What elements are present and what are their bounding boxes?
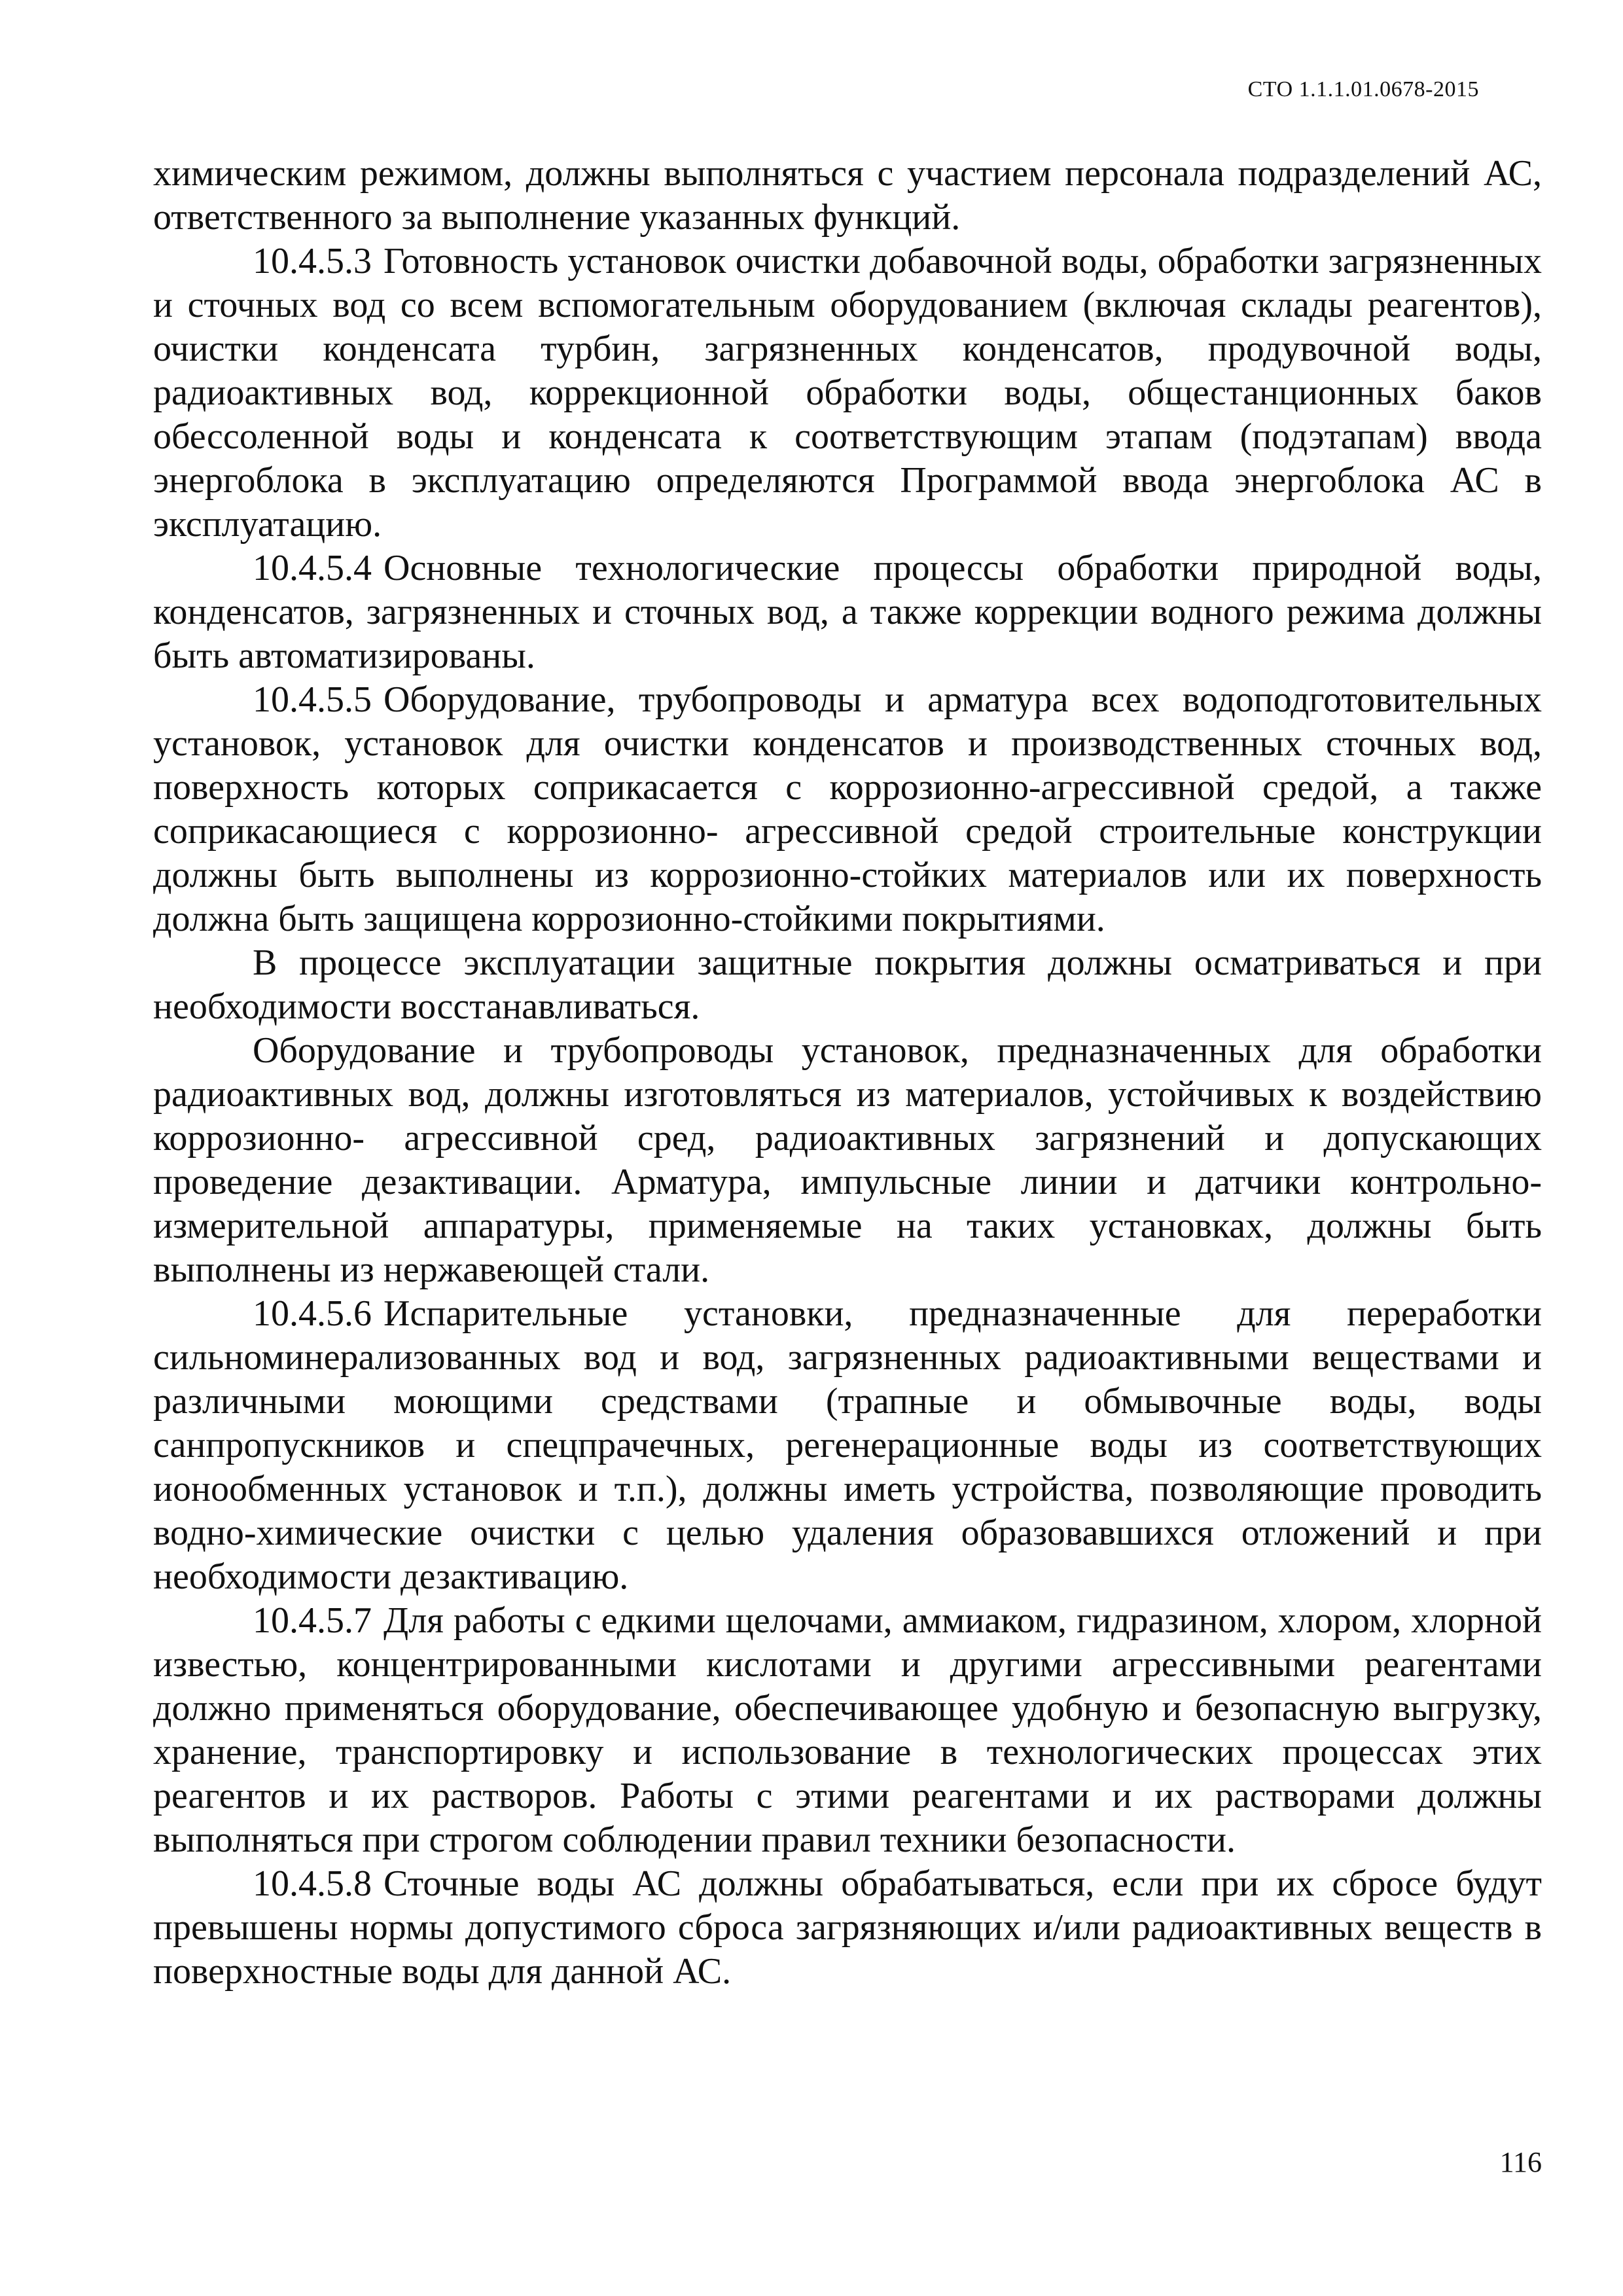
paragraph-text: Испарительные установки, предназначенные для переработки сильноминерализованных вод и вод, загрязненных радиоактивными веществами и различными моющими средствами (трапные и обмывочные воды, воды санпропускников и спецпрачечных, регенерационные воды из соответствующих ионообменных установок и т.п.), должны иметь устройства, позволяющие проводить водно-химические очистки с целью удаления образовавшихся отложений и при необходимости дезактивацию.	[153, 1293, 1542, 1597]
paragraph-10-4-5-5	[153, 678, 1542, 941]
paragraph-10-4-5-3	[153, 240, 1542, 547]
clause-number: 10.4.5.8	[253, 1863, 372, 1904]
clause-number: 10.4.5.3	[253, 241, 372, 281]
document-body	[153, 152, 1542, 1994]
document-code-header: СТО 1.1.1.01.0678-2015	[1247, 77, 1479, 101]
paragraph-text: химическим режимом, должны выполняться с участием персонала подразделений АС, ответственного за выполнение указанных функций.	[153, 153, 1542, 238]
paragraph-10-4-5-4	[153, 547, 1542, 678]
paragraph-radioactive-equipment	[153, 1029, 1542, 1292]
paragraph-protective-coatings	[153, 941, 1542, 1029]
clause-number: 10.4.5.6	[253, 1293, 372, 1334]
paragraph-text: Основные технологические процессы обработки природной воды, конденсатов, загрязненных и сточных вод, а также коррекции водного режима должны быть автоматизированы.	[153, 548, 1542, 676]
paragraph-10-4-5-6	[153, 1292, 1542, 1599]
paragraph-text: Готовность установок очистки добавочной воды, обработки загрязненных и сточных вод со всем вспомогательным оборудованием (включая склады реагентов), очистки конденсата турбин, загрязненных конденсатов, продувочной воды, радиоактивных вод, коррекционной обработки воды, общестанционных баков обессоленной воды и конденсата к соответствующим этапам (подэтапам) ввода энергоблока в эксплуатацию определяются Программой ввода энергоблока АС в эксплуатацию.	[153, 241, 1542, 545]
paragraph-text: Оборудование, трубопроводы и арматура всех водоподготовительных установок, установок для очистки конденсатов и производственных сточных вод, поверхность которых соприкасается с коррозионно-агрессивной средой, а также соприкасающиеся с коррозионно- агрессивной средой строительные конструкции должны быть выполнены из коррозионно-стойких материалов или их поверхность должна быть защищена коррозионно-стойкими покрытиями.	[153, 679, 1542, 939]
paragraph-text: Для работы с едкими щелочами, аммиаком, гидразином, хлором, хлорной известью, концентрированными кислотами и другими агрессивными реагентами должно применяться оборудование, обеспечивающее удобную и безопасную выгрузку, хранение, транспортировку и использование в технологических процессах этих реагентов и их растворов. Работы с этими реагентами и их растворами должны выполняться при строгом соблюдении правил техники безопасности.	[153, 1600, 1542, 1860]
clause-number: 10.4.5.4	[253, 548, 372, 588]
paragraph-continuation	[153, 152, 1542, 240]
clause-number: 10.4.5.7	[253, 1600, 372, 1641]
paragraph-text: Оборудование и трубопроводы установок, предназначенных для обработки радиоактивных вод, должны изготовляться из материалов, устойчивых к воздействию коррозионно- агрессивной сред, радиоактивных загрязнений и допускающих проведение дезактивации. Арматура, импульсные линии и датчики контрольно-измерительной аппаратуры, применяемые на таких установках, должны быть выполнены из нержавеющей стали.	[153, 1030, 1542, 1290]
paragraph-text: В процессе эксплуатации защитные покрытия должны осматриваться и при необходимости восстанавливаться.	[153, 942, 1542, 1027]
paragraph-text: Сточные воды АС должны обрабатываться, если при их сбросе будут превышены нормы допустимого сброса загрязняющих и/или радиоактивных веществ в поверхностные воды для данной АС.	[153, 1863, 1542, 1992]
clause-number: 10.4.5.5	[253, 679, 372, 720]
paragraph-10-4-5-7	[153, 1599, 1542, 1862]
paragraph-10-4-5-8	[153, 1862, 1542, 1994]
page-number: 116	[1499, 2146, 1542, 2178]
